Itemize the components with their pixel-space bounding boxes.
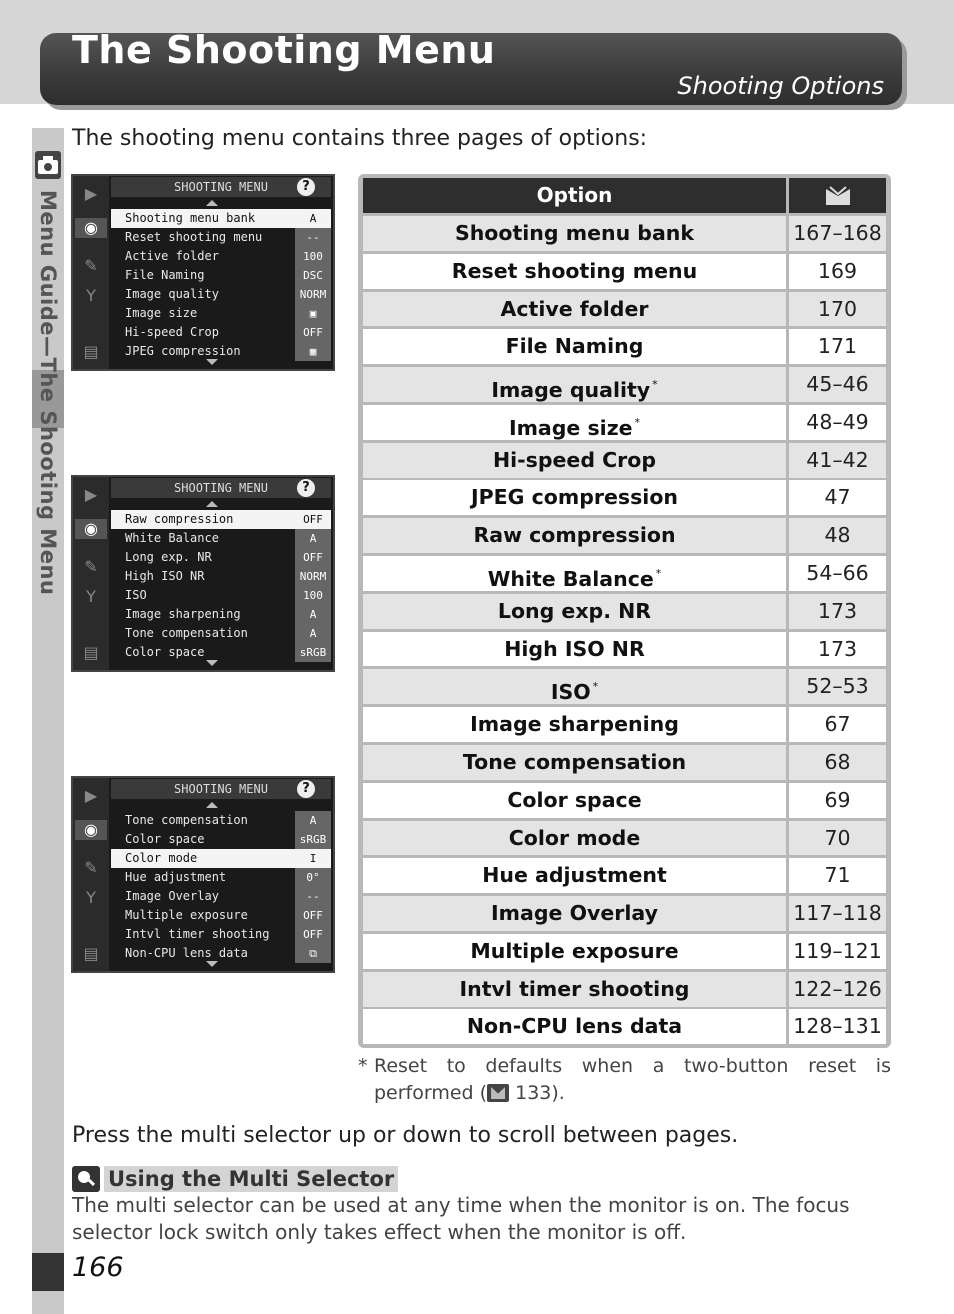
option-cell [363, 669, 786, 704]
menu-item-label: Hi-speed Crop [125, 325, 219, 339]
option-name: High ISO NR [504, 636, 645, 661]
table-header-option: Option [363, 178, 786, 213]
menu-item-label: Reset shooting menu [125, 230, 263, 244]
option-name: Intvl timer shooting [459, 976, 690, 1001]
screen-menu-item [111, 811, 331, 830]
table-row [363, 216, 886, 251]
option-cell [363, 367, 786, 402]
option-name: JPEG compression [470, 485, 678, 510]
option-cell [363, 821, 786, 856]
menu-item-value: NORM [295, 285, 331, 304]
menu-item-label: Shooting menu bank [111, 209, 295, 228]
menu-item-value: sRGB [295, 643, 331, 662]
page-cell: 52–53 [789, 669, 886, 704]
page-cell: 167–168 [789, 216, 886, 251]
option-cell [363, 292, 786, 327]
sidebar-section-label: Menu Guide—The Shooting Menu [36, 190, 60, 596]
option-cell [363, 783, 786, 818]
menu-item-value: ▣ [295, 304, 331, 323]
option-cell [363, 405, 786, 440]
table-header [363, 178, 886, 213]
option-cell [363, 896, 786, 931]
option-name: Tone compensation [462, 749, 687, 774]
table-row [363, 594, 886, 629]
table-row [363, 405, 886, 440]
option-cell [363, 858, 786, 893]
option-cell [363, 745, 786, 780]
option-cell [363, 972, 786, 1007]
table-row [363, 632, 886, 667]
menu-item-label: Multiple exposure [125, 908, 248, 922]
menu-item-value: NORM [295, 567, 331, 586]
menu-item-value: sRGB [295, 830, 331, 849]
screen-menu-item [111, 925, 331, 944]
page-reference-icon [824, 185, 852, 207]
help-icon: ? [297, 178, 315, 196]
page-cell: 71 [789, 858, 886, 893]
page-reference-icon [487, 1084, 509, 1102]
footnote-marker: * [592, 680, 599, 694]
table-row [363, 707, 886, 742]
page-cell: 173 [789, 632, 886, 667]
table-row [363, 329, 886, 364]
screen-menu-item [111, 548, 331, 567]
page-cell: 48 [789, 518, 886, 553]
screen-menu-item [111, 605, 331, 624]
footnote-page: 133). [509, 1082, 565, 1104]
option-cell [363, 329, 786, 364]
screen-menu-item [111, 887, 331, 906]
option-name: Image quality [491, 378, 651, 403]
menu-item-value: 100 [295, 247, 331, 266]
wrench-icon: Y [86, 286, 96, 305]
menu-item-value: 0° [295, 868, 331, 887]
menu-icon: ▤ [83, 944, 99, 963]
intro-text: The shooting menu contains three pages of options: [72, 126, 648, 151]
option-name: Active folder [500, 296, 649, 321]
page-cell: 48–49 [789, 405, 886, 440]
table-row [363, 783, 886, 818]
menu-item-label: Image size [125, 306, 198, 320]
scroll-instruction: Press the multi selector up or down to scroll between pages. [72, 1123, 739, 1148]
menu-item-label: JPEG compression [125, 344, 241, 358]
menu-item-value: OFF [295, 323, 331, 342]
menu-item-value: ⧉ [295, 944, 331, 963]
option-name: Non-CPU lens data [466, 1014, 683, 1039]
page-cell: 122–126 [789, 972, 886, 1007]
option-cell [363, 556, 786, 591]
page-cell: 171 [789, 329, 886, 364]
menu-item-label: Tone compensation [125, 813, 248, 827]
screen-menu-item [111, 529, 331, 548]
page-cell: 47 [789, 480, 886, 515]
screen-tab-column [73, 477, 109, 670]
option-name: Image Overlay [491, 901, 658, 926]
page-cell: 70 [789, 821, 886, 856]
page-cell: 54–66 [789, 556, 886, 591]
screen-menu-item [111, 285, 331, 304]
screen-menu-item [111, 228, 331, 247]
pencil-icon: ✎ [84, 557, 98, 576]
section-subtitle: Shooting Options [677, 72, 884, 100]
option-cell [363, 216, 786, 251]
screen-menu-item [111, 304, 331, 323]
screen-menu-item [111, 510, 331, 529]
scroll-up-icon [206, 802, 218, 808]
tip-title: Using the Multi Selector [104, 1166, 398, 1192]
option-name: Reset shooting menu [451, 258, 698, 283]
option-cell [363, 632, 786, 667]
page-cell: 69 [789, 783, 886, 818]
table-row [363, 858, 886, 893]
menu-item-label: High ISO NR [125, 569, 205, 583]
screen-title: SHOOTING MENU [111, 177, 331, 197]
page-cell: 170 [789, 292, 886, 327]
camera-icon: ◉ [75, 820, 107, 840]
screen-menu-list [111, 209, 331, 361]
table-row [363, 480, 886, 515]
screen-menu-list [111, 811, 331, 963]
screen-menu-item [111, 323, 331, 342]
menu-item-label: Long exp. NR [125, 550, 212, 564]
option-cell [363, 480, 786, 515]
menu-item-label: File Naming [125, 268, 205, 282]
menu-item-value: OFF [295, 548, 331, 567]
screen-menu-item [111, 849, 331, 868]
screen-menu-item [111, 247, 331, 266]
menu-item-value: A [295, 605, 331, 624]
option-name: Multiple exposure [470, 938, 679, 963]
table-row [363, 443, 886, 478]
option-name: Image sharpening [470, 712, 679, 737]
option-name: Hue adjustment [482, 863, 667, 888]
scroll-up-icon [206, 200, 218, 206]
screen-menu-item [111, 586, 331, 605]
screen-menu-list [111, 510, 331, 662]
menu-item-label: Tone compensation [125, 626, 248, 640]
menu-item-label: Hue adjustment [125, 870, 227, 884]
options-table [358, 174, 891, 1048]
menu-item-label: White Balance [125, 531, 219, 545]
table-header-page [789, 178, 886, 213]
page-cell: 119–121 [789, 934, 886, 969]
screen-menu-item [111, 624, 331, 643]
sidebar-tab-marker-lower [32, 1253, 64, 1291]
option-cell [363, 934, 786, 969]
option-name: Image size [508, 415, 633, 440]
option-name: Raw compression [473, 523, 676, 548]
playback-icon: ▶ [84, 786, 98, 805]
screen-tab-column [73, 778, 109, 971]
camera-icon: ◉ [75, 218, 107, 238]
footnote-star: * [358, 1055, 368, 1077]
tip-heading [72, 1166, 398, 1192]
page-cell: 173 [789, 594, 886, 629]
menu-item-label: Image sharpening [125, 607, 241, 621]
menu-screen-2 [71, 475, 335, 672]
page-cell: 169 [789, 254, 886, 289]
playback-icon: ▶ [84, 184, 98, 203]
option-cell [363, 1009, 786, 1044]
screen-title: SHOOTING MENU [111, 478, 331, 498]
table-row [363, 254, 886, 289]
menu-item-label: Image quality [125, 287, 219, 301]
menu-item-label: Intvl timer shooting [125, 927, 270, 941]
screen-menu-item [111, 944, 331, 963]
menu-item-value: ▦ [295, 342, 331, 361]
menu-item-label: Raw compression [111, 510, 295, 529]
menu-item-label: Active folder [125, 249, 219, 263]
table-row [363, 292, 886, 327]
option-name: Color space [507, 787, 642, 812]
table-row [363, 934, 886, 969]
pencil-icon: ✎ [84, 256, 98, 275]
page-cell: 45–46 [789, 367, 886, 402]
option-cell [363, 443, 786, 478]
page-cell: 67 [789, 707, 886, 742]
wrench-icon: Y [86, 888, 96, 907]
menu-item-label: ISO [125, 588, 147, 602]
screen-menu-item [111, 830, 331, 849]
menu-item-value: OFF [295, 906, 331, 925]
table-row [363, 556, 886, 591]
wrench-icon: Y [86, 587, 96, 606]
menu-item-value: DSC [295, 266, 331, 285]
page-cell: 41–42 [789, 443, 886, 478]
table-row [363, 1009, 886, 1044]
screen-menu-item [111, 906, 331, 925]
option-cell [363, 594, 786, 629]
menu-item-value: A [295, 811, 331, 830]
option-name: White Balance [487, 567, 654, 592]
menu-icon: ▤ [83, 342, 99, 361]
option-cell [363, 518, 786, 553]
footnote-marker: * [634, 415, 641, 429]
menu-item-value: A [295, 529, 331, 548]
option-cell [363, 707, 786, 742]
menu-screen-1 [71, 174, 335, 371]
option-name: Hi-speed Crop [492, 447, 657, 472]
screen-menu-item [111, 209, 331, 228]
footnote-marker: * [652, 378, 658, 392]
option-name: Color mode [508, 825, 641, 850]
tip-body: The multi selector can be used at any time when the monitor is on. The focus selector lock switch only takes effect when the monitor is off. [72, 1193, 850, 1244]
help-icon: ? [297, 479, 315, 497]
table-row [363, 518, 886, 553]
page-cell: 117–118 [789, 896, 886, 931]
scroll-up-icon [206, 501, 218, 507]
camera-icon: ◉ [75, 519, 107, 539]
menu-item-value: OFF [295, 925, 331, 944]
playback-icon: ▶ [84, 485, 98, 504]
menu-item-value: -- [295, 887, 331, 906]
menu-item-value: A [295, 209, 331, 228]
screen-menu-item [111, 643, 331, 662]
camera-icon [34, 150, 62, 180]
menu-item-label: Color mode [111, 849, 295, 868]
menu-screen-3 [71, 776, 335, 973]
footnote-marker: * [655, 567, 662, 581]
menu-icon: ▤ [83, 643, 99, 662]
option-name: Shooting menu bank [454, 221, 695, 245]
table-row [363, 669, 886, 704]
option-name: File Naming [505, 334, 644, 359]
menu-item-value: I [295, 849, 331, 868]
screen-menu-item [111, 567, 331, 586]
pencil-icon: ✎ [84, 858, 98, 877]
menu-item-label: Color space [125, 832, 205, 846]
option-name: Long exp. NR [497, 598, 652, 623]
screen-menu-item [111, 868, 331, 887]
table-row [363, 367, 886, 402]
table-row [363, 896, 886, 931]
menu-item-value: OFF [295, 510, 331, 529]
option-cell [363, 254, 786, 289]
menu-item-value: A [295, 624, 331, 643]
help-icon: ? [297, 780, 315, 798]
screen-tab-column [73, 176, 109, 369]
menu-item-value: -- [295, 228, 331, 247]
option-name: ISO [550, 680, 591, 705]
menu-item-value: 100 [295, 586, 331, 605]
table-row [363, 745, 886, 780]
table-row [363, 972, 886, 1007]
page-title: The Shooting Menu [72, 28, 496, 72]
menu-item-label: Non-CPU lens data [125, 946, 248, 960]
page-cell: 68 [789, 745, 886, 780]
screen-title: SHOOTING MENU [111, 779, 331, 799]
magnifier-icon [72, 1166, 100, 1192]
footnote [358, 1053, 891, 1107]
screen-menu-item [111, 342, 331, 361]
table-row [363, 821, 886, 856]
page-number: 166 [72, 1252, 124, 1283]
footnote-text: Reset to defaults when a two-button reset is performed ( [374, 1055, 891, 1104]
menu-item-label: Image Overlay [125, 889, 219, 903]
menu-item-label: Color space [125, 645, 205, 659]
screen-menu-item [111, 266, 331, 285]
page-cell: 128–131 [789, 1009, 886, 1044]
